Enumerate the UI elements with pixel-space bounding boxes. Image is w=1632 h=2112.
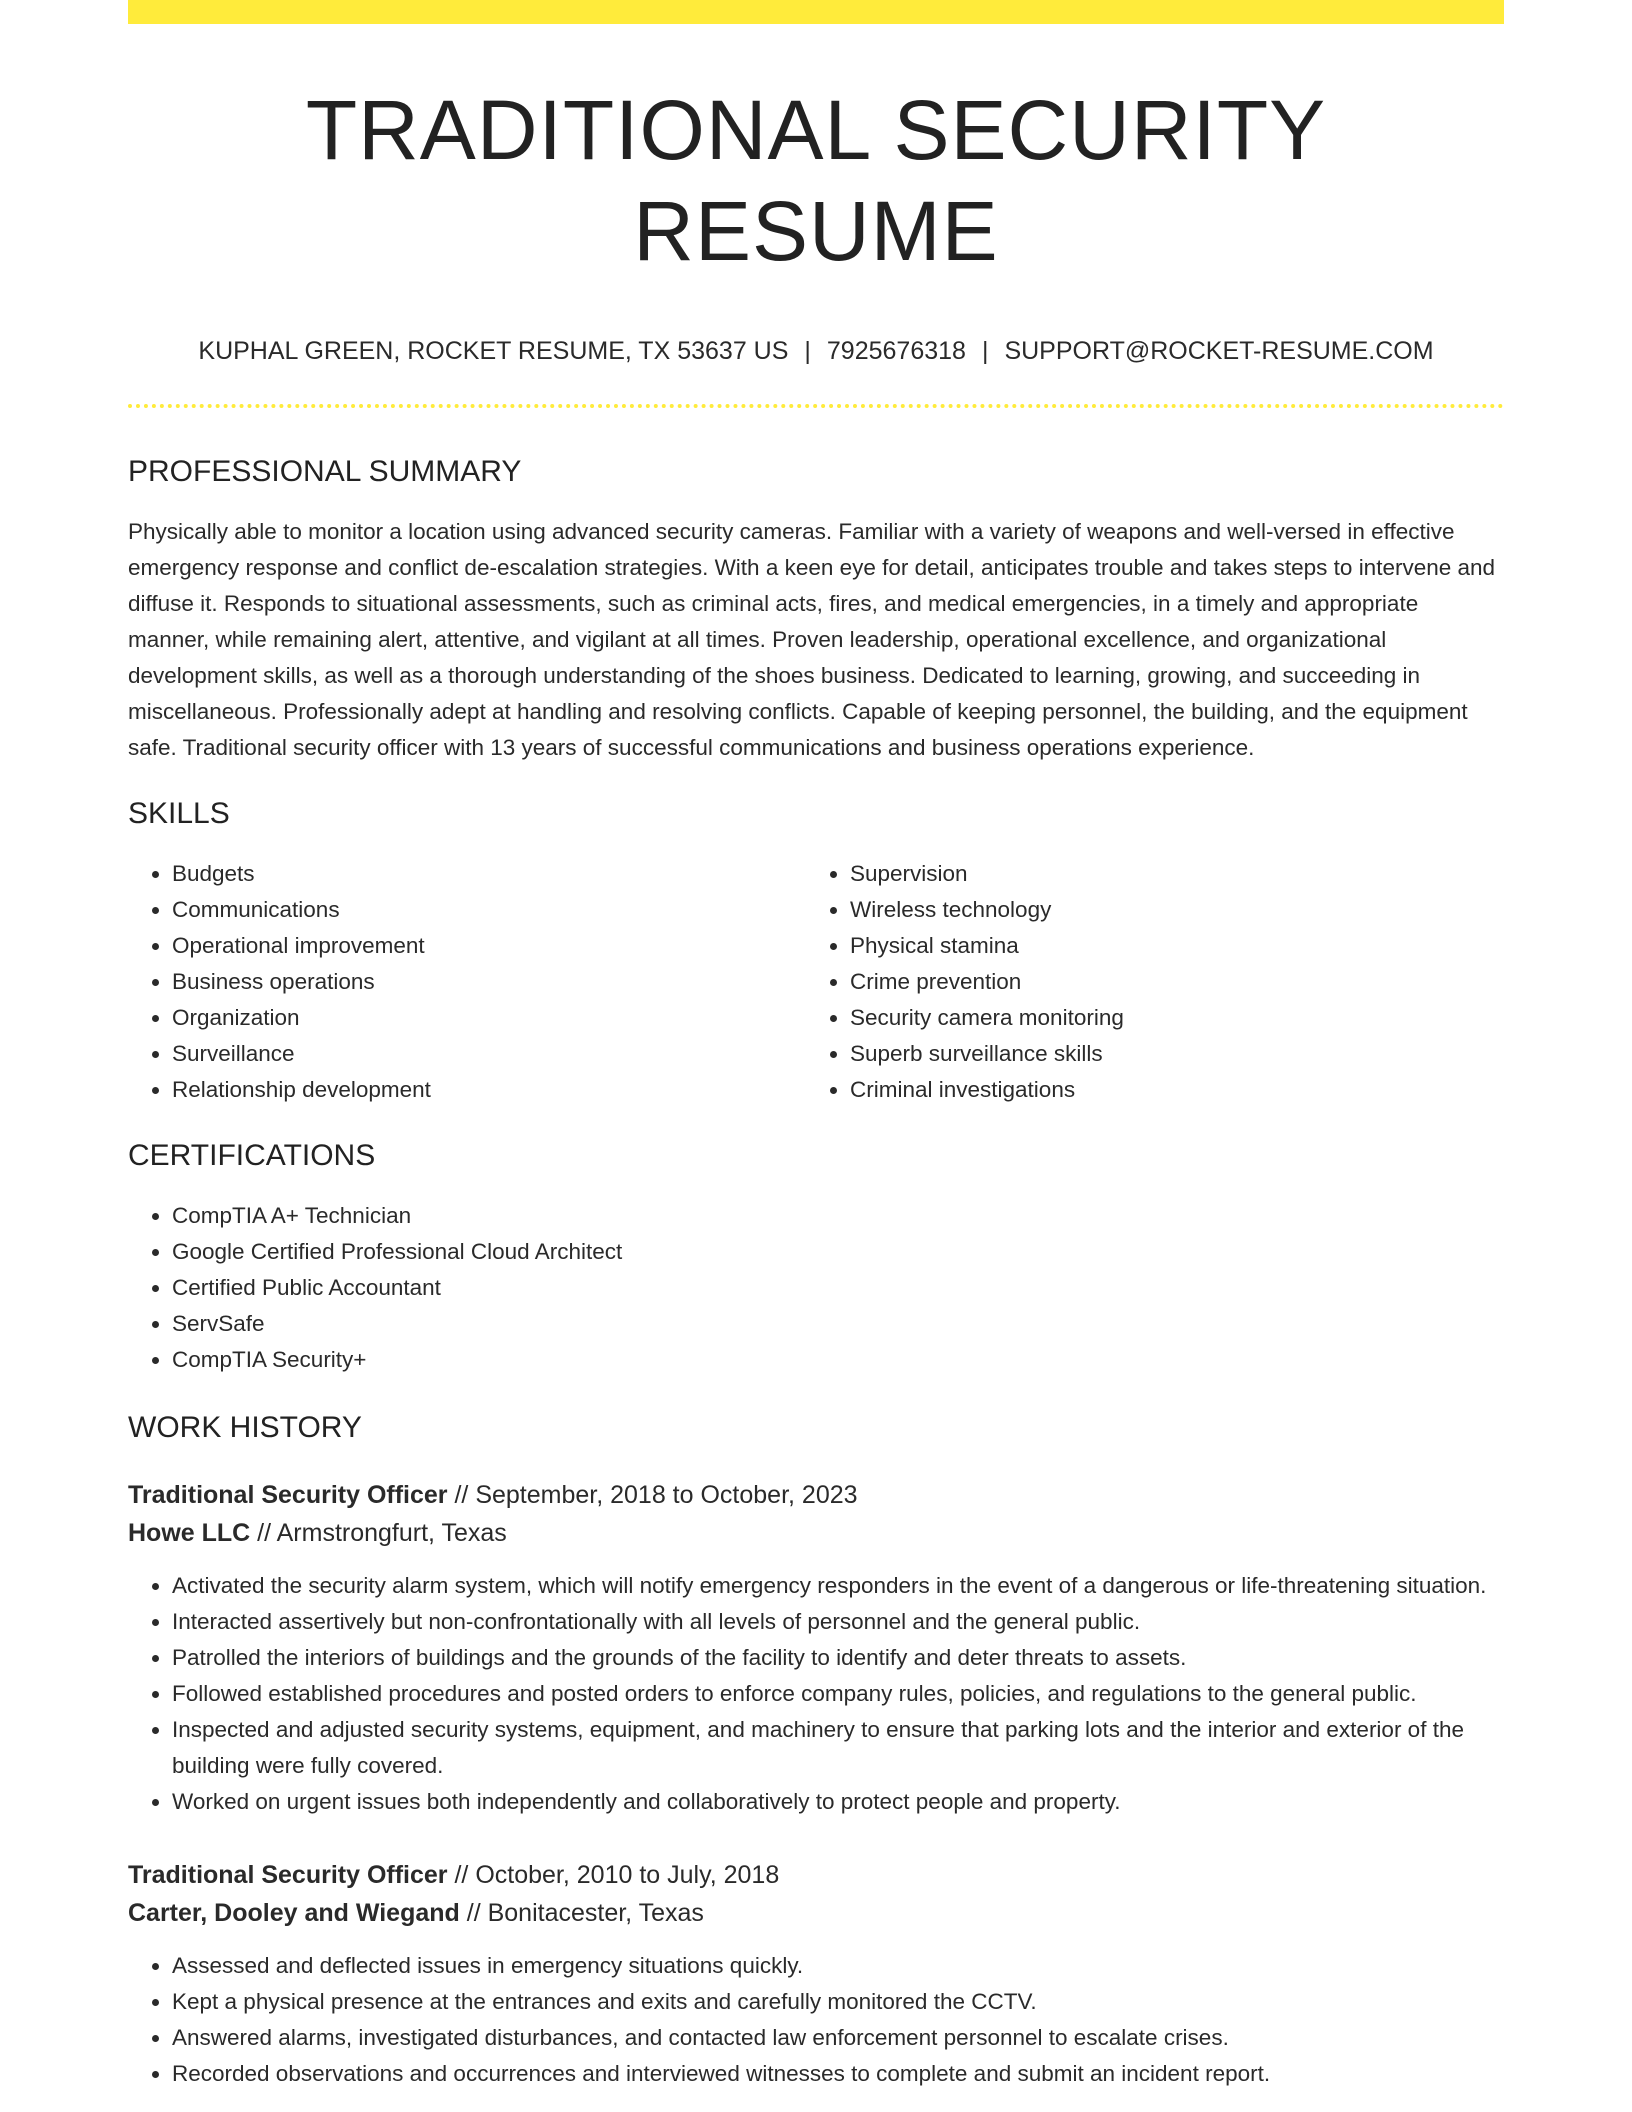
certification-item: • Google Certified Professional Cloud Architect	[172, 1234, 1504, 1270]
job-dates: // October, 2010 to July, 2018	[447, 1860, 780, 1889]
skill-item: • Wireless technology	[850, 892, 1484, 928]
skill-item: • Operational improvement	[172, 928, 806, 964]
skill-item: • Supervision	[850, 856, 1484, 892]
resume-title: TRADITIONAL SECURITY RESUME	[305, 83, 1327, 278]
job-title: Traditional Security Officer	[128, 1860, 448, 1889]
job-duties-list	[128, 1568, 1504, 1820]
contact-separator: |	[804, 336, 811, 365]
certifications-list	[128, 1198, 1504, 1378]
contact-email: SUPPORT@ROCKET-RESUME.COM	[1004, 336, 1434, 365]
job-duty: • Activated the security alarm system, which will notify emergency responders in the event of a dangerous or life-threatening situation.	[172, 1568, 1504, 1604]
section-heading-work-history: WORK HISTORY	[128, 1410, 362, 1444]
certification-item: • Certified Public Accountant	[172, 1270, 1504, 1306]
job-duty: • Patrolled the interiors of buildings and the grounds of the facility to identify and deter threats to assets.	[172, 1640, 1504, 1676]
skills-column-left	[128, 856, 806, 1108]
job-duty: • Followed established procedures and posted orders to enforce company rules, policies, and regulations to the general public.	[172, 1676, 1504, 1712]
job-duty: • Worked on urgent issues both independently and collaboratively to protect people and property.	[172, 1784, 1504, 1820]
dotted-divider	[128, 404, 1504, 408]
resume-page	[128, 0, 1504, 2092]
skill-item: • Superb surveillance skills	[850, 1036, 1484, 1072]
certifications-section	[128, 1138, 1504, 1378]
job-company-line	[128, 1514, 1504, 1552]
job-company: Carter, Dooley and Wiegand	[128, 1898, 460, 1927]
section-heading-skills: SKILLS	[128, 796, 230, 830]
job-duty: • Inspected and adjusted security systems, equipment, and machinery to ensure that parking lots and the interior and exterior of the building were fully covered.	[172, 1712, 1504, 1784]
skills-grid	[128, 856, 1504, 1108]
skill-item: • Criminal investigations	[850, 1072, 1484, 1108]
skill-item: • Physical stamina	[850, 928, 1484, 964]
job-duties-list	[128, 1948, 1504, 2092]
job-location: // Bonitacester, Texas	[459, 1898, 704, 1927]
job-entry	[128, 1476, 1504, 1820]
skills-list-left	[128, 856, 806, 1108]
skill-item: • Security camera monitoring	[850, 1000, 1484, 1036]
skills-list-right	[806, 856, 1484, 1108]
job-company: Howe LLC	[128, 1518, 251, 1547]
job-entry	[128, 1856, 1504, 2092]
skill-item: • Business operations	[172, 964, 806, 1000]
skill-item: • Relationship development	[172, 1072, 806, 1108]
job-duty: • Interacted assertively but non-confrontationally with all levels of personnel and the general public.	[172, 1604, 1504, 1640]
job-company-line	[128, 1894, 1504, 1932]
job-duty: • Recorded observations and occurrences and interviewed witnesses to complete and submit an incident report.	[172, 2056, 1504, 2092]
certification-item: • ServSafe	[172, 1306, 1504, 1342]
job-title: Traditional Security Officer	[128, 1480, 448, 1509]
summary-text: Physically able to monitor a location using advanced security cameras. Familiar with a variety of weapons and well-versed in effective emergency response and conflict de-escalation strategies. With a keen eye for detail, anticipates trouble and takes steps to intervene and diffuse it. Responds to situational assessments, such as criminal acts, fires, and medical emergencies, in a timely and appropriate manner, while remaining alert, attentive, and vigilant at all times. Proven leadership, operational excellence, and organizational development skills, as well as a thorough understanding of the shoes business. Dedicated to learning, growing, and succeeding in miscellaneous. Professionally adept at handling and resolving conflicts. Capable of keeping personnel, the building, and the equipment safe. Traditional security officer with 13 years of successful communications and business operations experience.	[128, 518, 1496, 760]
contact-line	[128, 336, 1504, 366]
skill-item: • Surveillance	[172, 1036, 806, 1072]
skill-item: • Budgets	[172, 856, 806, 892]
job-dates: // September, 2018 to October, 2023	[447, 1480, 858, 1509]
job-title-line	[128, 1856, 1504, 1894]
work-history-section	[128, 1410, 1504, 2092]
certification-item: • CompTIA Security+	[172, 1342, 1504, 1378]
skills-column-right	[806, 856, 1484, 1108]
skill-item: • Communications	[172, 892, 806, 928]
skill-item: • Organization	[172, 1000, 806, 1036]
job-duty: • Kept a physical presence at the entrances and exits and carefully monitored the CCTV.	[172, 1984, 1504, 2020]
job-duty: • Assessed and deflected issues in emergency situations quickly.	[172, 1948, 1504, 1984]
section-heading-certifications: CERTIFICATIONS	[128, 1138, 376, 1172]
job-location: // Armstrongfurt, Texas	[250, 1518, 507, 1547]
job-duty: • Answered alarms, investigated disturbances, and contacted law enforcement personnel to escalate crises.	[172, 2020, 1504, 2056]
accent-top-bar	[128, 0, 1504, 24]
contact-phone: 7925676318	[826, 336, 966, 365]
skills-section	[128, 796, 1504, 1108]
professional-summary-section	[128, 454, 1504, 766]
contact-address: KUPHAL GREEN, ROCKET RESUME, TX 53637 US	[198, 336, 789, 365]
certification-item: • CompTIA A+ Technician	[172, 1198, 1504, 1234]
job-title-line	[128, 1476, 1504, 1514]
skill-item: • Crime prevention	[850, 964, 1484, 1000]
section-heading-summary: PROFESSIONAL SUMMARY	[128, 454, 522, 488]
contact-separator: |	[981, 336, 989, 365]
